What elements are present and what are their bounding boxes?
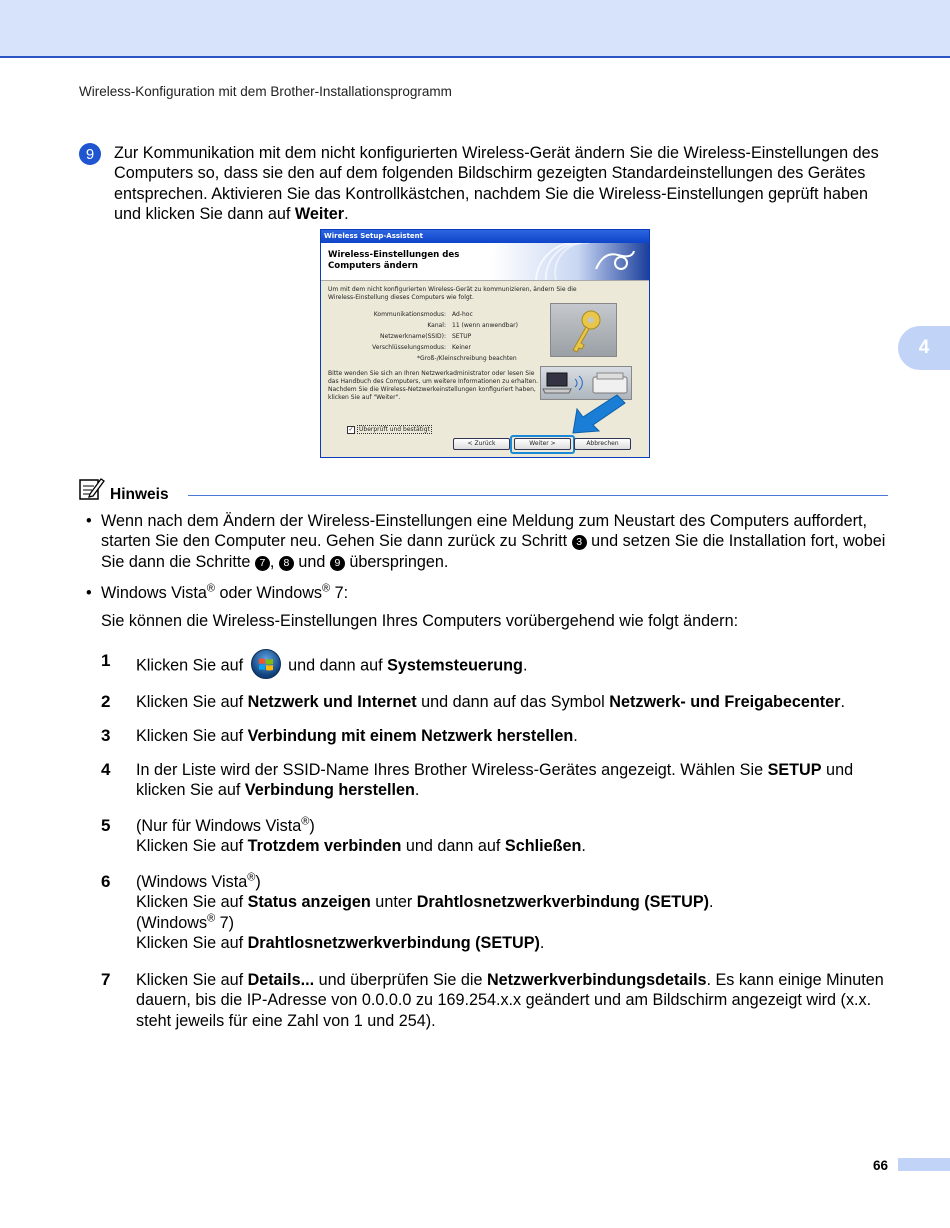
step-number: 7 — [101, 970, 111, 989]
step-ref-badge: 3 — [572, 535, 587, 550]
setting-label: Netzwerkname(SSID): — [380, 333, 446, 340]
step-ref-badge: 9 — [330, 556, 345, 571]
setting-value: Ad-hoc — [452, 311, 473, 318]
dialog-heading: Wireless-Einstellungen des Computers ändern — [328, 250, 460, 271]
page-number: 66 — [872, 1158, 888, 1173]
step-number: 3 — [101, 726, 111, 745]
step-number: 2 — [101, 692, 111, 711]
step-6-text: (Windows Vista®) Klicken Sie auf Status anzeigen unter Drahtlosnetzwerkverbindung (SETUP). (Windows® 7) Klicken Sie auf Drahtlosnetzwerkverbindung (SETUP). — [136, 871, 714, 952]
dialog-body — [321, 281, 649, 456]
dialog-settings — [321, 309, 551, 353]
setting-row — [321, 309, 551, 320]
sub-intro: Sie können die Wireless-Einstellungen Ihres Computers vorübergehend wie folgt ändern: — [101, 612, 739, 630]
step-1-text: Klicken Sie auf und dann auf Systemsteuerung. — [136, 651, 891, 681]
running-header: Wireless-Konfiguration mit dem Brother-Installationsprogramm — [79, 84, 452, 99]
setting-value: 11 (wenn anwendbar) — [452, 322, 518, 329]
note-pencil-icon — [79, 477, 105, 501]
top-banner — [0, 0, 950, 58]
step-ref-badge: 7 — [255, 556, 270, 571]
step-number: 1 — [101, 651, 111, 670]
step-2-text: Klicken Sie auf Netzwerk und Internet und dann auf das Symbol Netzwerk- und Freigabecenter. — [136, 693, 845, 711]
wireless-setup-dialog — [320, 229, 650, 458]
confirm-checkbox-row[interactable] — [347, 425, 432, 434]
step-9-number-badge: 9 — [79, 143, 101, 165]
setting-label: Kanal: — [427, 322, 446, 329]
confirm-checkbox-label: Überprüft und bestätigt — [359, 426, 430, 433]
page-tab — [898, 1158, 950, 1171]
bullet-marker: • — [86, 512, 92, 530]
step-7-text: Klicken Sie auf Details... und überprüfen Sie die Netzwerkverbindungsdetails. Es kann einige Minuten dauern, bis die IP-Adresse von 0.0.0.0 zu 169.254.x.x geändert und am Bildschirm angezeigt wird (x.x. steht jeweils für eine Zahl von 1 und 254). — [136, 971, 884, 1030]
setting-row — [321, 342, 551, 353]
case-sensitive-note: *Groß-/Kleinschreibung beachten — [417, 355, 517, 362]
note-title: Hinweis — [110, 486, 169, 503]
dialog-advice: Bitte wenden Sie sich an Ihren Netzwerkadministrator oder lesen Sie das Handbuch des Computers, um weitere Informationen zu erhalten. Nachdem Sie die Wireless-Netzwerkeinstellungen konfiguriert haben, klicken Sie auf "Weiter". — [328, 370, 538, 401]
note-bullet-2: Windows Vista® oder Windows® 7: — [101, 582, 349, 602]
step-3-text: Klicken Sie auf Verbindung mit einem Netzwerk herstellen. — [136, 727, 578, 745]
note-bullet-1: Wenn nach dem Ändern der Wireless-Einstellungen eine Meldung zum Neustart des Computers auffordert, starten Sie den Computer neu. Gehen Sie dann zurück zu Schritt 3 und setzen Sie die Installation fort, wobei Sie dann die Schritte 7 , 8 und 9 überspringen. — [101, 512, 886, 571]
setting-value: SETUP — [452, 333, 472, 340]
note-divider — [188, 495, 888, 496]
chapter-tab: 4 — [898, 326, 950, 370]
step-5-text: (Nur für Windows Vista®) Klicken Sie auf Trotzdem verbinden und dann auf Schließen. — [136, 815, 586, 856]
setting-value: Keiner — [452, 344, 471, 351]
setting-row — [321, 320, 551, 331]
dialog-titlebar: Wireless Setup-Assistent — [321, 230, 649, 243]
dialog-header — [321, 243, 649, 281]
bullet-marker: • — [86, 584, 92, 602]
step-ref-badge: 8 — [279, 556, 294, 571]
next-button[interactable]: Weiter > — [514, 438, 571, 450]
step-number: 4 — [101, 760, 111, 779]
back-button[interactable]: < Zurück — [453, 438, 510, 450]
wireless-banner-icon — [321, 243, 649, 280]
step-number: 6 — [101, 872, 111, 891]
step-4-text: In der Liste wird der SSID-Name Ihres Brother Wireless-Gerätes angezeigt. Wählen Sie SETUP und klicken Sie auf Verbindung herstellen. — [136, 761, 854, 800]
windows-start-icon — [251, 649, 281, 679]
step-9-text: Zur Kommunikation mit dem nicht konfigurierten Wireless-Gerät ändern Sie die Wireless-Einstellungen des Computers so, dass sie den auf dem folgenden Bildschirm gezeigten Standardeinstellungen des Gerätes entsprechen. Aktivieren Sie das Kontrollkästchen, nachdem Sie die Wireless-Einstellungen geprüft haben und klicken Sie dann auf Weiter. — [114, 144, 879, 223]
cancel-button[interactable]: Abbrechen — [574, 438, 631, 450]
setting-row — [321, 331, 551, 342]
step-number: 5 — [101, 816, 111, 835]
setting-label: Kommunikationsmodus: — [373, 311, 446, 318]
confirm-checkbox[interactable]: ✓ — [348, 425, 354, 433]
key-icon — [550, 303, 617, 357]
arrow-pointer-icon — [567, 391, 627, 435]
dialog-intro: Um mit dem nicht konfigurierten Wireless-Gerät zu kommunizieren, ändern Sie die Wireless-Einstellung dieses Computers wie folgt. — [328, 286, 577, 301]
setting-label: Verschlüsselungsmodus: — [372, 344, 446, 351]
